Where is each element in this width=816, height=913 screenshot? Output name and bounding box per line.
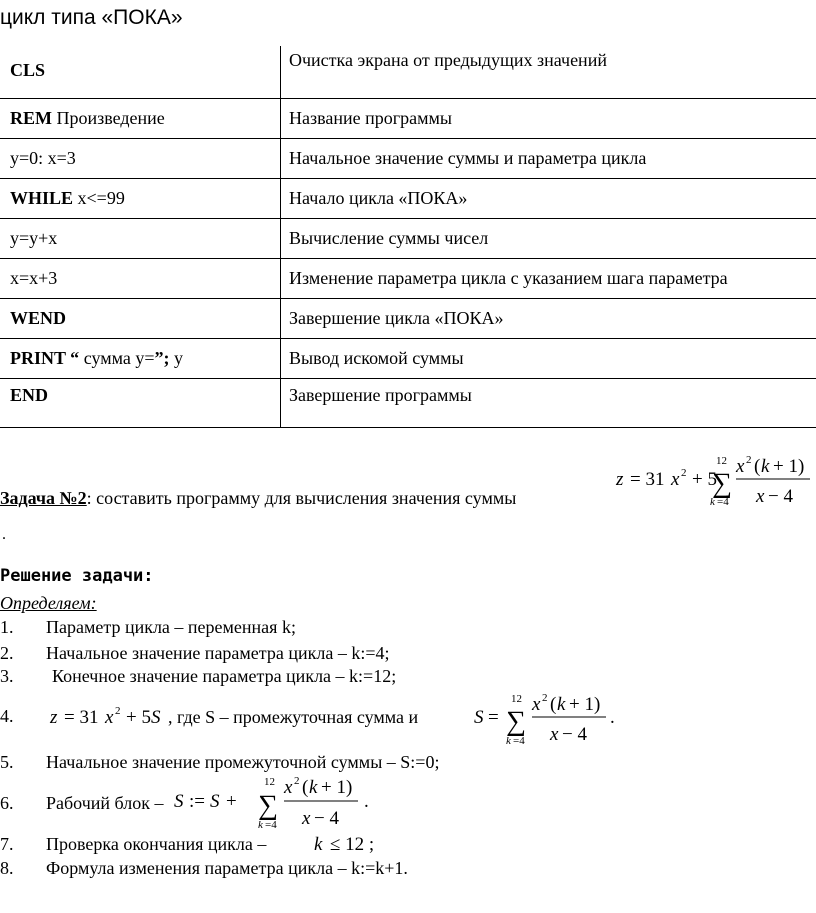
svg-text:=4: =4 (717, 496, 729, 508)
description-cell: Начальное значение суммы и параметра цикла (281, 139, 816, 179)
svg-text:=4: =4 (265, 819, 277, 831)
svg-text:+ 1): + 1) (773, 456, 805, 477)
svg-text:x: x (550, 724, 559, 745)
svg-text:+ 5: + 5 (126, 707, 151, 728)
svg-text:+: + (226, 791, 237, 812)
table-row (0, 139, 816, 179)
svg-text:2: 2 (746, 454, 752, 466)
svg-text:k: k (506, 735, 511, 747)
description-cell: Изменение параметра цикла с указанием шага параметра (281, 259, 816, 299)
table-row (0, 99, 816, 139)
svg-text:x: x (532, 694, 541, 715)
svg-text:2: 2 (681, 467, 687, 479)
task-text: : составить программу для вычисления значения суммы (86, 488, 517, 508)
item6-formula (170, 773, 390, 835)
svg-text:z: z (616, 469, 624, 490)
svg-text:+ 1): + 1) (321, 777, 353, 798)
table-row (0, 379, 816, 428)
task-sum-formula (608, 450, 816, 512)
code-cell: WHILE x<=99 (0, 179, 281, 219)
svg-text:+ 1): + 1) (569, 694, 601, 715)
code-cell: REM Произведение (0, 99, 281, 139)
program-table (0, 46, 816, 428)
svg-text:(: ( (302, 777, 309, 798)
svg-text:12: 12 (511, 693, 522, 705)
description-cell: Начало цикла «ПОКА» (281, 179, 816, 219)
svg-text:k: k (309, 777, 318, 798)
svg-text:≤ 12 ;: ≤ 12 ; (330, 834, 375, 855)
code-cell: CLS (0, 46, 281, 99)
svg-text:.: . (364, 791, 369, 812)
table-row (0, 299, 816, 339)
define-label: Определяем: (0, 593, 97, 613)
svg-text:= 31: = 31 (630, 469, 665, 490)
svg-text:S: S (151, 707, 161, 728)
svg-text:S: S (210, 791, 220, 812)
code-cell: у=0: х=3 (0, 139, 281, 179)
svg-text:∑: ∑ (506, 706, 526, 737)
svg-text:.: . (610, 707, 615, 728)
svg-text:=4: =4 (513, 735, 525, 747)
table-row (0, 219, 816, 259)
solution-title: Решение задачи: (0, 566, 154, 586)
item4-formula (46, 690, 646, 752)
description-cell: Вычисление суммы чисел (281, 219, 816, 259)
table-row (0, 179, 816, 219)
code-cell: PRINT “ сумма у=”; у (0, 339, 281, 379)
svg-text:x: x (105, 707, 114, 728)
svg-text::=: := (189, 791, 205, 812)
description-cell: Завершение программы (281, 379, 816, 428)
svg-text:x: x (671, 469, 680, 490)
svg-text:k: k (761, 456, 770, 477)
svg-text:x: x (736, 456, 745, 477)
svg-text:= 31: = 31 (64, 707, 99, 728)
code-cell: WEND (0, 299, 281, 339)
svg-text:∑: ∑ (712, 468, 732, 499)
svg-text:− 4: − 4 (562, 724, 587, 745)
svg-text:2: 2 (115, 705, 121, 717)
description-cell: Название программы (281, 99, 816, 139)
task-statement (0, 488, 516, 509)
svg-text:k: k (314, 834, 323, 855)
svg-text:k: k (557, 694, 566, 715)
svg-text:2: 2 (542, 692, 548, 704)
code-cell: х=х+3 (0, 259, 281, 299)
svg-text:z: z (50, 707, 58, 728)
page-heading: цикл типа «ПОКА» (0, 6, 183, 29)
svg-text:x: x (756, 486, 765, 507)
description-cell: Очистка экрана от предыдущих значений (281, 46, 816, 99)
table-row (0, 46, 816, 99)
svg-text:12: 12 (264, 776, 275, 788)
svg-text:(: ( (550, 694, 557, 715)
task-label: Задача №2 (0, 488, 87, 508)
table-row (0, 339, 816, 379)
code-cell: END (0, 379, 281, 428)
svg-text:− 4: − 4 (768, 486, 793, 507)
description-cell: Вывод искомой суммы (281, 339, 816, 379)
svg-text:2: 2 (294, 775, 300, 787)
svg-text:S: S (474, 707, 484, 728)
table-row (0, 259, 816, 299)
svg-text:k: k (710, 496, 715, 508)
svg-text:+ 5: + 5 (692, 469, 717, 490)
code-cell: у=у+х (0, 219, 281, 259)
stray-dot: . (2, 526, 6, 543)
svg-text:∑: ∑ (258, 790, 278, 821)
svg-text:S: S (174, 791, 184, 812)
description-cell: Завершение цикла «ПОКА» (281, 299, 816, 339)
svg-text:x: x (302, 808, 311, 829)
item7-formula (308, 828, 398, 858)
svg-text:− 4: − 4 (314, 808, 339, 829)
svg-text:, где S – промежуточная сумма: , где S – промежуточная сумма и (168, 707, 419, 727)
svg-text:x: x (284, 777, 293, 798)
svg-text:(: ( (754, 456, 761, 477)
svg-text:k: k (258, 819, 263, 831)
svg-text:12: 12 (716, 455, 727, 467)
svg-text:=: = (488, 707, 499, 728)
